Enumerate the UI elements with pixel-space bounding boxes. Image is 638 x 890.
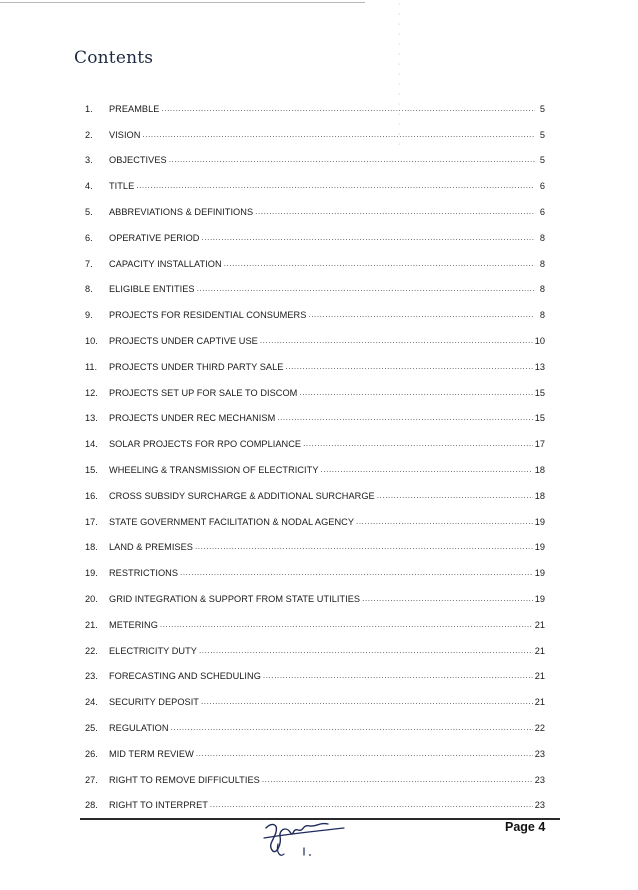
toc-entry[interactable] bbox=[85, 612, 545, 638]
toc-entry-title: GRID INTEGRATION & SUPPORT FROM STATE UTILITIES bbox=[109, 594, 361, 605]
toc-entry-title: ELECTRICITY DUTY bbox=[109, 645, 197, 656]
toc-entry-title: LAND & PREMISES bbox=[109, 542, 193, 553]
toc-entry[interactable] bbox=[85, 225, 545, 251]
toc-dot-leader bbox=[260, 335, 533, 347]
toc-dot-leader bbox=[180, 567, 533, 579]
toc-entry[interactable] bbox=[85, 638, 545, 664]
toc-entry[interactable] bbox=[85, 122, 545, 148]
toc-entry-page: 13 bbox=[534, 361, 545, 372]
toc-entry-title: CROSS SUBSIDY SURCHARGE & ADDITIONAL SURCHARGE bbox=[109, 490, 375, 501]
toc-entry-title: PROJECTS UNDER THIRD PARTY SALE bbox=[109, 361, 284, 372]
toc-entry-page: 15 bbox=[534, 413, 545, 424]
toc-entry-title: RESTRICTIONS bbox=[109, 568, 178, 579]
toc-entry-number: 14. bbox=[85, 439, 98, 450]
toc-entry[interactable] bbox=[85, 483, 545, 509]
toc-entry-page: 5 bbox=[539, 103, 545, 114]
toc-entry-page: 19 bbox=[534, 594, 545, 605]
toc-entry[interactable] bbox=[85, 354, 545, 380]
toc-entry-number: 28. bbox=[85, 800, 98, 811]
toc-entry-number: 9. bbox=[85, 310, 93, 321]
toc-entry-number: 8. bbox=[85, 284, 93, 295]
toc-entry-page: 15 bbox=[534, 387, 545, 398]
toc-entry-number: 19. bbox=[85, 568, 98, 579]
toc-dot-leader bbox=[255, 206, 535, 218]
scan-artifact-dots: · · · · · · · · · · · · · · · bbox=[398, 1, 401, 148]
toc-dot-leader bbox=[199, 645, 533, 657]
toc-entry-page: 21 bbox=[534, 671, 545, 682]
toc-entry-page: 18 bbox=[534, 465, 545, 476]
toc-entry-number: 6. bbox=[85, 232, 93, 243]
contents-title: Contents bbox=[74, 48, 154, 68]
toc-dot-leader bbox=[136, 180, 535, 192]
toc-entry-title: MID TERM REVIEW bbox=[109, 748, 194, 759]
toc-dot-leader bbox=[299, 387, 532, 399]
toc-dot-leader bbox=[224, 258, 535, 270]
toc-entry-title: FORECASTING AND SCHEDULING bbox=[109, 671, 261, 682]
toc-entry-title: PROJECTS UNDER CAPTIVE USE bbox=[109, 336, 258, 347]
toc-entry[interactable] bbox=[85, 380, 545, 406]
toc-entry[interactable] bbox=[85, 664, 545, 690]
toc-entry-number: 21. bbox=[85, 619, 98, 630]
toc-dot-leader bbox=[285, 361, 532, 373]
toc-dot-leader bbox=[377, 490, 533, 502]
toc-entry-title: OBJECTIVES bbox=[109, 155, 167, 166]
toc-entry-number: 20. bbox=[85, 594, 98, 605]
toc-entry-page: 19 bbox=[534, 568, 545, 579]
toc-entry[interactable] bbox=[85, 251, 545, 277]
toc-dot-leader bbox=[142, 129, 535, 141]
toc-entry-title: PROJECTS FOR RESIDENTIAL CONSUMERS bbox=[109, 310, 307, 321]
toc-dot-leader bbox=[195, 541, 533, 553]
toc-entry-title: PREAMBLE bbox=[109, 103, 160, 114]
toc-entry-title: TITLE bbox=[109, 181, 135, 192]
toc-dot-leader bbox=[362, 593, 533, 605]
toc-entry-page: 6 bbox=[539, 181, 545, 192]
toc-entry-title: CAPACITY INSTALLATION bbox=[109, 258, 222, 269]
toc-entry-number: 7. bbox=[85, 258, 93, 269]
toc-entry[interactable] bbox=[85, 689, 545, 715]
toc-entry-page: 8 bbox=[539, 310, 545, 321]
toc-entry[interactable] bbox=[85, 509, 545, 535]
toc-entry[interactable] bbox=[85, 328, 545, 354]
toc-entry-number: 22. bbox=[85, 645, 98, 656]
toc-dot-leader bbox=[321, 464, 533, 476]
toc-dot-leader bbox=[171, 722, 533, 734]
toc-dot-leader bbox=[210, 799, 533, 811]
toc-entry-page: 8 bbox=[539, 284, 545, 295]
toc-entry-number: 13. bbox=[85, 413, 98, 424]
toc-entry-page: 21 bbox=[534, 619, 545, 630]
signature-image bbox=[258, 814, 348, 862]
toc-dot-leader bbox=[201, 232, 535, 244]
toc-entry[interactable] bbox=[85, 173, 545, 199]
toc-entry-page: 19 bbox=[534, 516, 545, 527]
toc-entry-title: WHEELING & TRANSMISSION OF ELECTRICITY bbox=[109, 465, 319, 476]
toc-entry-page: 23 bbox=[534, 800, 545, 811]
toc-entry[interactable] bbox=[85, 741, 545, 767]
toc-entry[interactable] bbox=[85, 148, 545, 174]
toc-entry-number: 18. bbox=[85, 542, 98, 553]
toc-entry-page: 23 bbox=[534, 774, 545, 785]
toc-entry-page: 8 bbox=[539, 258, 545, 269]
toc-dot-leader bbox=[161, 103, 535, 115]
toc-entry-number: 5. bbox=[85, 207, 93, 218]
toc-entry-title: STATE GOVERNMENT FACILITATION & NODAL AGENCY bbox=[109, 516, 355, 527]
toc-dot-leader bbox=[197, 283, 535, 295]
top-rule bbox=[0, 2, 365, 3]
toc-entry-title: PROJECTS UNDER REC MECHANISM bbox=[109, 413, 276, 424]
toc-entry[interactable] bbox=[85, 96, 545, 122]
toc-entry[interactable] bbox=[85, 715, 545, 741]
toc-entry[interactable] bbox=[85, 302, 545, 328]
toc-entry[interactable] bbox=[85, 767, 545, 793]
toc-entry-page: 6 bbox=[539, 207, 545, 218]
toc-entry-number: 16. bbox=[85, 490, 98, 501]
toc-dot-leader bbox=[277, 412, 532, 424]
toc-entry-title: OPERATIVE PERIOD bbox=[109, 232, 200, 243]
toc-entry-page: 8 bbox=[539, 232, 545, 243]
toc-entry-page: 5 bbox=[539, 129, 545, 140]
toc-entry[interactable] bbox=[85, 535, 545, 561]
table-of-contents bbox=[85, 96, 545, 818]
toc-dot-leader bbox=[196, 748, 533, 760]
toc-entry-number: 4. bbox=[85, 181, 93, 192]
page-number: Page 4 bbox=[505, 820, 546, 834]
toc-entry-number: 3. bbox=[85, 155, 93, 166]
toc-dot-leader bbox=[262, 774, 533, 786]
toc-dot-leader bbox=[160, 619, 533, 631]
toc-entry-title: VISION bbox=[109, 129, 141, 140]
toc-entry-number: 26. bbox=[85, 748, 98, 759]
toc-entry-title: PROJECTS SET UP FOR SALE TO DISCOM bbox=[109, 387, 298, 398]
toc-entry-number: 17. bbox=[85, 516, 98, 527]
toc-dot-leader bbox=[263, 670, 533, 682]
toc-entry-page: 23 bbox=[534, 748, 545, 759]
toc-entry-number: 24. bbox=[85, 697, 98, 708]
toc-entry[interactable] bbox=[85, 457, 545, 483]
toc-entry-number: 11. bbox=[85, 361, 98, 372]
toc-entry-number: 12. bbox=[85, 387, 98, 398]
toc-entry-title: RIGHT TO INTERPRET bbox=[109, 800, 208, 811]
toc-entry-page: 21 bbox=[534, 645, 545, 656]
toc-dot-leader bbox=[303, 438, 533, 450]
toc-entry-page: 10 bbox=[534, 336, 545, 347]
toc-entry-number: 23. bbox=[85, 671, 98, 682]
toc-entry-number: 25. bbox=[85, 723, 98, 734]
toc-entry-number: 27. bbox=[85, 774, 98, 785]
toc-entry-title: ABBREVIATIONS & DEFINITIONS bbox=[109, 207, 254, 218]
toc-entry-page: 19 bbox=[534, 542, 545, 553]
toc-entry-title: REGULATION bbox=[109, 723, 169, 734]
toc-entry[interactable] bbox=[85, 406, 545, 432]
toc-entry-page: 22 bbox=[534, 723, 545, 734]
toc-entry-number: 10. bbox=[85, 336, 98, 347]
toc-entry[interactable] bbox=[85, 586, 545, 612]
toc-entry-number: 1. bbox=[85, 103, 93, 114]
toc-entry[interactable] bbox=[85, 431, 545, 457]
toc-entry-page: 5 bbox=[539, 155, 545, 166]
toc-entry-page: 21 bbox=[534, 697, 545, 708]
toc-entry-number: 2. bbox=[85, 129, 93, 140]
toc-entry-title: RIGHT TO REMOVE DIFFICULTIES bbox=[109, 774, 260, 785]
toc-entry-title: ELIGIBLE ENTITIES bbox=[109, 284, 195, 295]
toc-dot-leader bbox=[201, 696, 533, 708]
toc-dot-leader bbox=[356, 516, 533, 528]
toc-entry-number: 15. bbox=[85, 465, 98, 476]
toc-entry[interactable] bbox=[85, 199, 545, 225]
toc-entry-page: 18 bbox=[534, 490, 545, 501]
toc-entry-title: SOLAR PROJECTS FOR RPO COMPLIANCE bbox=[109, 439, 302, 450]
toc-entry-title: SECURITY DEPOSIT bbox=[109, 697, 199, 708]
toc-entry[interactable] bbox=[85, 560, 545, 586]
toc-dot-leader bbox=[169, 154, 535, 166]
toc-dot-leader bbox=[308, 309, 535, 321]
toc-entry[interactable] bbox=[85, 277, 545, 303]
toc-entry-title: METERING bbox=[109, 619, 158, 630]
toc-entry-page: 17 bbox=[534, 439, 545, 450]
